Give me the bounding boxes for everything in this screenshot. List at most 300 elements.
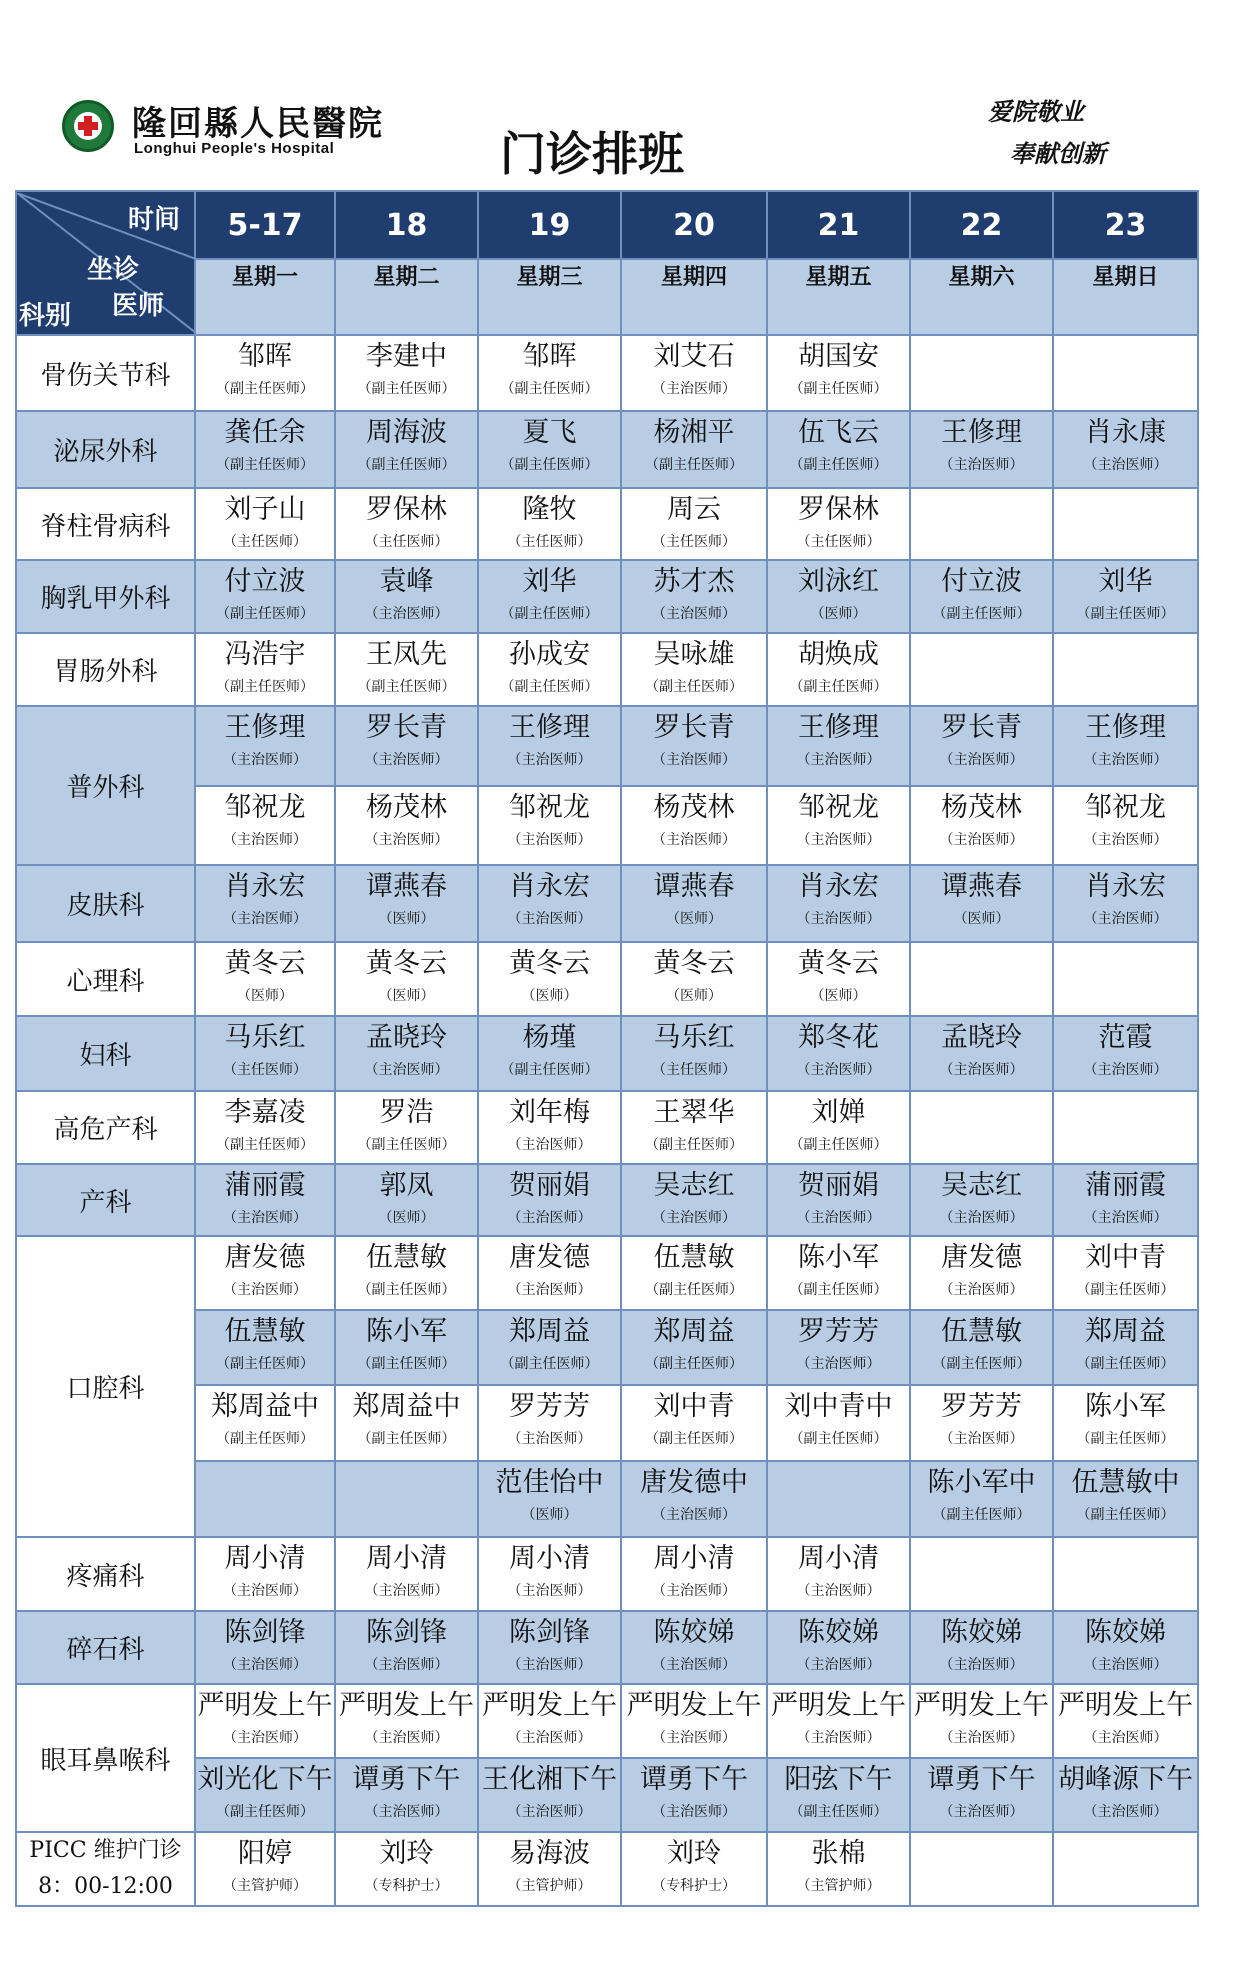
doctor-name: 罗芳芳 [941,1391,1022,1422]
doctor-title: （副主任医师） [357,1137,456,1153]
table-row [16,1016,1198,1091]
schedule-cell [621,786,767,865]
doctor-title: （副主任医师） [1076,1507,1175,1523]
table-row [16,1832,1198,1906]
doctor-title: （主任医师） [223,534,307,550]
doctor-title: （副主任医师） [932,1356,1031,1372]
doctor-name: 严明发上午 [482,1690,617,1721]
doctor-name: 李建中 [366,341,447,372]
doctor-title: （副主任医师） [789,1804,888,1820]
schedule-cell [195,1461,335,1537]
schedule-cell [910,335,1053,411]
department-label: 脊柱骨病科 [40,511,171,542]
doctor-title: （主治医师） [223,911,307,927]
weekday-cell: 星期三 [478,259,621,335]
doctor-title: （副主任医师） [789,457,888,473]
schedule-cell [195,1832,335,1906]
doctor-title: （副主任医师） [500,1356,599,1372]
schedule-cell [621,1611,767,1684]
doctor-name: 郭凤 [379,1170,434,1201]
doctor-title: （副主任医师） [789,1282,888,1298]
department-cell [16,1016,195,1091]
doctor-name: 谭燕春 [941,871,1022,902]
doctor-name: 胡峰源下午 [1058,1764,1193,1795]
doctor-name: 伍慧敏中 [1071,1467,1180,1498]
doctor-name: 黄冬云 [653,948,735,979]
date-cell: 22 [910,191,1053,259]
department-cell [16,706,195,865]
schedule-cell [910,865,1053,942]
schedule-cell [335,865,478,942]
doctor-name: 肖永康 [1085,417,1166,448]
table-row [16,411,1198,488]
doctor-name: 王修理 [941,417,1022,448]
doctor-name: 郑周益中 [352,1391,461,1422]
schedule-cell [767,1611,910,1684]
doctor-title: （主治医师） [652,381,736,397]
doctor-title: （主治医师） [223,1583,307,1599]
schedule-cell [910,1611,1053,1684]
doctor-title: （主治医师） [507,1583,592,1599]
schedule-cell [195,786,335,865]
doctor-name: 罗长青 [366,712,447,743]
doctor-title: （主治医师） [507,1657,592,1673]
doctor-name: 刘中青 [653,1391,735,1422]
schedule-cell [335,560,478,633]
doctor-name: 王修理 [798,712,879,743]
schedule-cell [195,488,335,560]
doctor-title: （副主任医师） [645,457,743,473]
schedule-cell [478,560,621,633]
doctor-title: （医师） [953,911,1010,927]
schedule-cell [1053,786,1198,865]
schedule-cell [335,706,478,786]
doctor-name: 吴咏雄 [653,639,735,670]
department-label: 胃肠外科 [53,657,158,687]
doctor-title: （主治医师） [223,1210,307,1226]
schedule-cell [767,1461,910,1537]
doctor-name: 唐发德 [509,1242,590,1273]
doctor-name: 罗浩 [379,1097,434,1128]
doctor-title: （医师） [378,1210,435,1226]
schedule-cell [910,1684,1053,1758]
department-label: 心理科 [66,966,145,997]
schedule-cell [335,488,478,560]
department-cell [16,633,195,706]
doctor-name: 谭燕春 [653,871,735,902]
doctor-title: （副主任医师） [500,606,599,622]
table-row [16,1537,1198,1611]
doctor-title: （主治医师） [939,1431,1024,1447]
doctor-title: （副主任医师） [645,1356,743,1372]
doctor-name: 周小清 [224,1543,306,1574]
doctor-title: （主治医师） [507,1137,592,1153]
schedule-cell [478,865,621,942]
doctor-name: 李嘉凌 [224,1097,306,1128]
schedule-cell [335,1016,478,1091]
doctor-title: （副主任医师） [789,1431,888,1447]
doctor-name: 唐发德 [224,1242,306,1273]
doctor-title: （副主任医师） [500,457,599,473]
schedule-cell [195,1611,335,1684]
doctor-title: （副主任医师） [216,1431,314,1447]
doctor-name: 严明发上午 [197,1690,333,1721]
doctor-title: （主治医师） [223,832,307,848]
doctor-title: （副主任医师） [1076,1431,1175,1447]
doctor-name: 吴志红 [941,1170,1022,1201]
schedule-cell [767,1091,910,1164]
doctor-title: （主管护师） [223,1878,307,1894]
schedule-cell [335,786,478,865]
schedule-cell [195,1385,335,1461]
doctor-name: 杨湘平 [653,417,735,448]
schedule-cell [621,1684,767,1758]
doctor-name: 刘艾石 [653,341,735,372]
doctor-title: （副主任医师） [500,1062,599,1078]
doctor-name: 王翠华 [653,1097,735,1128]
doctor-title: （主治医师） [796,752,881,768]
page-header [0,0,1242,190]
schedule-cell [621,706,767,786]
schedule-cell [478,942,621,1016]
schedule-cell [478,335,621,411]
doctor-name: 伍慧敏 [366,1242,447,1273]
table-row [16,488,1198,560]
doctor-title: （主治医师） [796,1657,881,1673]
doctor-name: 陈小军 [366,1316,447,1347]
doctor-title: （主治医师） [652,752,736,768]
doctor-title: （副主任医师） [932,606,1031,622]
doctor-title: （主治医师） [939,1804,1024,1820]
schedule-cell [1053,1016,1198,1091]
schedule-cell [195,1016,335,1091]
doctor-title: （主治医师） [652,832,736,848]
schedule-cell [910,1016,1053,1091]
schedule-cell [621,1016,767,1091]
schedule-cell [478,1832,621,1906]
doctor-name: 郑周益中 [211,1391,319,1422]
doctor-title: （主任医师） [364,534,449,550]
department-cell [16,865,195,942]
schedule-cell [621,1091,767,1164]
doctor-title: （主治医师） [652,1804,736,1820]
schedule-cell [195,1758,335,1832]
doctor-name: 严明发上午 [771,1690,906,1721]
table-row [16,942,1198,1016]
doctor-name: 郑周益 [509,1316,590,1347]
schedule-cell [1053,560,1198,633]
doctor-name: 罗保林 [798,494,879,525]
schedule-cell [767,1832,910,1906]
doctor-name: 伍飞云 [798,417,879,448]
doctor-name: 周小清 [798,1543,879,1574]
doctor-title: （专科护士） [652,1878,736,1894]
doctor-name: 刘泳红 [798,566,879,597]
schedule-cell [195,411,335,488]
doctor-name: 杨瑾 [522,1022,577,1053]
doctor-name: 刘婵 [811,1097,866,1128]
doctor-name: 王化湘下午 [482,1764,617,1795]
schedule-cell [767,1016,910,1091]
schedule-cell [195,706,335,786]
doctor-title: （主治医师） [652,1210,736,1226]
schedule-cell [195,335,335,411]
doctor-name: 陈姣娣 [653,1617,735,1648]
doctor-name: 谭勇下午 [352,1764,461,1795]
doctor-name: 范霞 [1098,1022,1153,1053]
doctor-title: （专科护士） [364,1878,449,1894]
schedule-cell [195,1164,335,1236]
schedule-cell [1053,1684,1198,1758]
doctor-name: 黄冬云 [798,948,879,979]
doctor-title: （主治医师） [1083,1062,1168,1078]
doctor-name: 伍慧敏 [653,1242,735,1273]
department-label: 碎石科 [66,1635,145,1665]
doctor-name: 罗芳芳 [509,1391,590,1422]
doctor-name: 罗保林 [366,494,447,525]
doctor-title: （主任医师） [223,1062,307,1078]
doctor-name: 付立波 [224,566,306,597]
schedule-cell [910,942,1053,1016]
doctor-title: （主管护师） [796,1878,881,1894]
doctor-title: （主治医师） [652,1507,736,1523]
doctor-title: （主治医师） [796,1062,881,1078]
schedule-cell [1053,865,1198,942]
schedule-cell [767,1758,910,1832]
doctor-name: 易海波 [509,1838,590,1869]
doctor-title: （副主任医师） [500,381,599,397]
schedule-cell [910,1832,1053,1906]
doctor-title: （副主任医师） [216,457,314,473]
corner-sit-label: 坐诊 [87,255,140,285]
doctor-name: 邹晖 [238,341,292,372]
doctor-title: （主治医师） [507,1730,592,1746]
doctor-name: 谭勇下午 [927,1764,1036,1795]
schedule-cell [910,560,1053,633]
corner-time-label: 时间 [127,205,180,235]
schedule-cell [335,1461,478,1537]
table-row [16,1164,1198,1236]
department-cell [16,942,195,1016]
schedule-cell [478,1385,621,1461]
schedule-cell [195,865,335,942]
doctor-title: （医师） [810,988,867,1004]
doctor-title: （主治医师） [1083,832,1168,848]
schedule-cell [335,1164,478,1236]
doctor-title: （主治医师） [939,832,1024,848]
doctor-name: 陈小军 [1085,1391,1166,1422]
schedule-cell [478,1310,621,1385]
doctor-title: （主治医师） [364,1657,449,1673]
table-row [16,1236,1198,1310]
doctor-title: （副主任医师） [216,679,314,695]
schedule-cell [1053,633,1198,706]
date-cell: 21 [767,191,910,259]
doctor-name: 唐发德中 [640,1467,748,1498]
doctor-name: 王修理 [509,712,590,743]
doctor-title: （副主任医师） [216,1356,314,1372]
doctor-name: 刘年梅 [509,1097,590,1128]
doctor-title: （主治医师） [1083,1657,1168,1673]
doctor-title: （主治医师） [364,1730,449,1746]
doctor-name: 肖永宏 [798,871,879,902]
doctor-title: （副主任医师） [789,381,888,397]
weekday-cell: 星期二 [335,259,478,335]
doctor-title: （副主任医师） [216,606,314,622]
doctor-title: （主治医师） [223,1282,307,1298]
doctor-name: 刘华 [1098,566,1153,597]
doctor-name: 蒲丽霞 [224,1170,306,1201]
doctor-title: （副主任医师） [1076,606,1175,622]
schedule-cell [478,488,621,560]
schedule-cell [195,1684,335,1758]
doctor-title: （医师） [378,911,435,927]
date-cell: 5-17 [195,191,335,259]
doctor-title: （副主任医师） [1076,1282,1175,1298]
department-cell [16,560,195,633]
doctor-name: 周小清 [366,1543,447,1574]
doctor-title: （医师） [521,988,578,1004]
schedule-cell [478,1091,621,1164]
schedule-cell [621,560,767,633]
schedule-cell [195,1091,335,1164]
doctor-title: （主任医师） [507,534,592,550]
motto-line-1: 爱院敬业 [988,97,1084,126]
doctor-name: 陈姣娣 [941,1617,1022,1648]
department-cell [16,1091,195,1164]
doctor-name: 邹祝龙 [798,792,879,823]
doctor-name: 阳婷 [238,1838,292,1869]
doctor-title: （主治医师） [223,1657,307,1673]
doctor-title: （主治医师） [507,1804,592,1820]
schedule-cell [910,1758,1053,1832]
schedule-cell [767,488,910,560]
schedule-cell [335,335,478,411]
weekday-cell: 星期四 [621,259,767,335]
doctor-name: 肖永宏 [1085,871,1166,902]
doctor-title: （副主任医师） [216,381,314,397]
doctor-title: （副主任医师） [216,1804,314,1820]
doctor-name: 罗芳芳 [798,1316,879,1347]
schedule-cell [767,1310,910,1385]
schedule-cell [910,1310,1053,1385]
doctor-title: （主治医师） [939,457,1024,473]
doctor-name: 隆牧 [522,494,577,525]
schedule-cell [767,1385,910,1461]
schedule-cell [910,1461,1053,1537]
date-cell: 19 [478,191,621,259]
doctor-name: 刘玲 [379,1838,434,1869]
doctor-title: （主治医师） [507,1282,592,1298]
doctor-name: 杨茂林 [653,792,735,823]
doctor-title: （主治医师） [939,1282,1024,1298]
doctor-name: 谭燕春 [366,871,447,902]
weekday-cell: 星期一 [195,259,335,335]
schedule-cell [621,1832,767,1906]
schedule-cell [478,1461,621,1537]
page-title: 门诊排班 [500,127,684,181]
doctor-title: （主治医师） [223,752,307,768]
doctor-title: （主治医师） [796,832,881,848]
doctor-title: （医师） [521,1507,578,1523]
schedule-cell [621,1537,767,1611]
schedule-cell [195,560,335,633]
doctor-title: （主任医师） [652,1062,736,1078]
weekday-cell: 星期六 [910,259,1053,335]
schedule-cell [910,1537,1053,1611]
doctor-title: （主治医师） [939,1210,1024,1226]
doctor-name: 刘玲 [667,1838,721,1869]
department-cell [16,1832,195,1906]
schedule-cell [621,1310,767,1385]
schedule-cell [478,1684,621,1758]
doctor-title: （主治医师） [796,1210,881,1226]
schedule-cell [767,1236,910,1310]
table-row [16,335,1198,411]
doctor-title: （医师） [237,988,293,1004]
schedule-cell [478,1164,621,1236]
department-label: 骨伤关节科 [40,360,171,391]
doctor-title: （主治医师） [364,752,449,768]
schedule-cell [621,1164,767,1236]
doctor-name: 郑周益 [653,1316,735,1347]
schedule-cell [1053,1091,1198,1164]
doctor-title: （医师） [378,988,435,1004]
schedule-cell [621,1758,767,1832]
doctor-title: （副主任医师） [645,1137,743,1153]
doctor-title: （主管护师） [507,1878,592,1894]
doctor-title: （主任医师） [652,534,736,550]
schedule-cell [767,633,910,706]
weekday-cell: 星期日 [1053,259,1198,335]
schedule-cell [1053,942,1198,1016]
doctor-title: （副主任医师） [645,1282,743,1298]
doctor-title: （主治医师） [1083,457,1168,473]
schedule-cell [767,560,910,633]
schedule-cell [621,488,767,560]
schedule-cell [910,786,1053,865]
doctor-title: （副主任医师） [357,457,456,473]
doctor-name: 龚任余 [224,417,306,448]
doctor-title: （主治医师） [796,1356,881,1372]
schedule-cell [195,633,335,706]
doctor-title: （主治医师） [364,1583,449,1599]
doctor-name: 周海波 [366,417,447,448]
table-row [16,633,1198,706]
table-row [16,1091,1198,1164]
table-row [16,1684,1198,1758]
doctor-name: 付立波 [941,566,1022,597]
doctor-title: （主治医师） [652,1583,736,1599]
schedule-cell [621,1461,767,1537]
doctor-name: 周小清 [653,1543,735,1574]
schedule-cell [767,865,910,942]
date-header-row [16,191,1198,259]
doctor-name: 蒲丽霞 [1085,1170,1166,1201]
doctor-name: 刘光化下午 [197,1764,333,1795]
doctor-name: 阳弦下午 [784,1764,893,1795]
doctor-name: 夏飞 [522,417,577,448]
schedule-cell [1053,1758,1198,1832]
department-label: 疼痛科 [66,1561,145,1592]
hospital-name-en: Longhui People's Hospital [134,140,335,157]
doctor-name: 郑周益 [1085,1316,1166,1347]
schedule-cell [1053,1461,1198,1537]
table-row [16,560,1198,633]
doctor-title: （副主任医师） [357,381,456,397]
doctor-name: 刘子山 [224,494,306,525]
doctor-title: （主治医师） [652,606,736,622]
